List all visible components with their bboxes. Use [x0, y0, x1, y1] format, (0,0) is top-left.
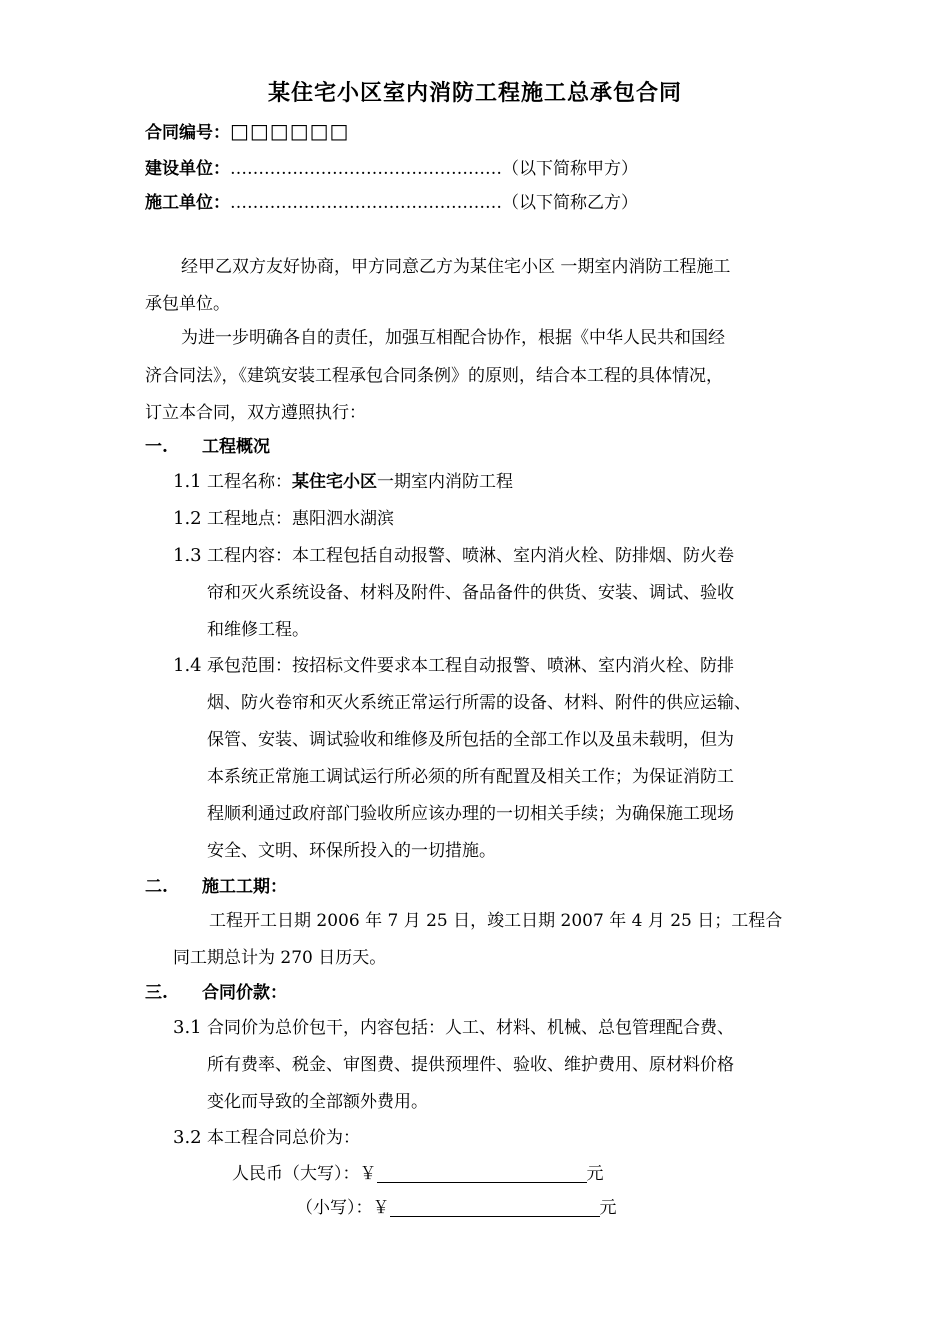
item-1-3-line3: 和维修工程。 [207, 620, 309, 640]
amount-uppercase-label: 人民币（大写）： [232, 1164, 360, 1184]
amount-lowercase-blank [390, 1198, 600, 1217]
intro-p2-line2: 济合同法》，《建筑安装工程承包合同条例》的原则，结合本工程的具体情况， [145, 366, 723, 386]
section2-line2: 同工期总计为 270 日历天。 [173, 948, 387, 968]
amount-uppercase-line [232, 1159, 604, 1184]
owner-line [145, 154, 638, 179]
builder-suffix: （以下简称乙方） [502, 193, 638, 213]
item-3-2-text: 本工程合同总价为： [207, 1128, 361, 1148]
item-1-2-text: 工程地点：惠阳泗水湖滨 [207, 509, 395, 529]
item-1-4-line6: 安全、文明、环保所投入的一切措施。 [207, 841, 496, 861]
section1-number: 一. [145, 437, 168, 457]
intro-p1-line2: 承包单位。 [145, 294, 230, 314]
item-1-1-number: 1.1 [173, 471, 202, 492]
owner-suffix: （以下简称甲方） [502, 159, 638, 179]
section2-line1: 工程开工日期 2006 年 7 月 25 日，竣工日期 2007 年 4 月 25 日；工程合 [209, 911, 783, 931]
item-1-1-name-rest: 一期室内消防工程 [377, 472, 514, 492]
item-1-4-line1: 承包范围：按招标文件要求本工程自动报警、喷淋、室内消火栓、防排 [207, 656, 735, 676]
document-title: 某住宅小区室内消防工程施工总承包合同 [267, 80, 682, 106]
intro-p2-line1: 为进一步明确各自的责任，加强互相配合协作，根据《中华人民共和国经 [181, 328, 725, 348]
intro-p1-line1: 经甲乙双方友好协商，甲方同意乙方为某住宅小区 一期室内消防工程施工 [181, 257, 731, 277]
amount-lowercase-unit: 元 [599, 1198, 617, 1218]
amount-uppercase-yen: ￥ [359, 1164, 377, 1184]
intro-p2-line3: 订立本合同，双方遵照执行： [145, 403, 366, 423]
contract-number-line [145, 118, 349, 143]
builder-label: 施工单位： [145, 193, 230, 213]
section3-title: 合同价款： [202, 983, 287, 1003]
item-1-3-line1: 工程内容：本工程包括自动报警、喷淋、室内消火栓、防排烟、防火卷 [207, 546, 735, 566]
item-1-3-number: 1.3 [173, 545, 202, 566]
owner-label: 建设单位： [145, 159, 230, 179]
item-1-1-name-bold: 某住宅小区 [292, 472, 378, 492]
item-3-1-number: 3.1 [173, 1017, 202, 1038]
item-3-1-line2: 所有费率、税金、审图费、提供预埋件、验收、维护费用、原材料价格 [207, 1055, 734, 1075]
amount-lowercase-line [296, 1193, 617, 1218]
item-3-1-line3: 变化而导致的全部额外费用。 [207, 1092, 428, 1112]
item-1-4 [173, 651, 734, 676]
contract-number-value: □□□□□□ [230, 119, 350, 143]
section2-number: 二. [145, 877, 168, 897]
item-1-4-line4: 本系统正常施工调试运行所必须的所有配置及相关工作；为保证消防工 [207, 767, 734, 787]
item-1-3-line2: 帘和灭火系统设备、材料及附件、备品备件的供货、安装、调试、验收 [207, 583, 734, 603]
section1-title: 工程概况 [202, 437, 270, 457]
item-3-2 [173, 1123, 360, 1148]
item-3-1 [173, 1013, 734, 1038]
amount-uppercase-blank [377, 1164, 587, 1183]
item-3-2-number: 3.2 [173, 1127, 202, 1148]
section3-number: 三. [145, 983, 168, 1003]
owner-blank: ………………………………………… [230, 159, 502, 179]
builder-blank: ………………………………………… [230, 193, 502, 213]
item-1-2 [173, 504, 394, 529]
item-1-4-number: 1.4 [173, 655, 202, 676]
item-1-4-line3: 保管、安装、调试验收和维修及所包括的全部工作以及虽未载明，但为 [207, 730, 734, 750]
amount-lowercase-yen: ￥ [372, 1198, 390, 1218]
amount-uppercase-unit: 元 [586, 1164, 604, 1184]
section2-title: 施工工期： [202, 877, 287, 897]
item-1-3 [173, 541, 734, 566]
item-3-1-line1: 合同价为总价包干，内容包括：人工、材料、机械、总包管理配合费、 [207, 1018, 735, 1038]
item-1-1-label: 工程名称： [207, 472, 293, 492]
amount-lowercase-label: （小写）： [296, 1198, 373, 1218]
item-1-1 [173, 467, 513, 492]
item-1-4-line5: 程顺利通过政府部门验收所应该办理的一切相关手续；为确保施工现场 [207, 804, 734, 824]
builder-line [145, 188, 638, 213]
item-1-2-number: 1.2 [173, 508, 202, 529]
contract-number-label: 合同编号： [145, 123, 230, 143]
item-1-4-line2: 烟、防火卷帘和灭火系统正常运行所需的设备、材料、附件的供应运输、 [207, 693, 751, 713]
